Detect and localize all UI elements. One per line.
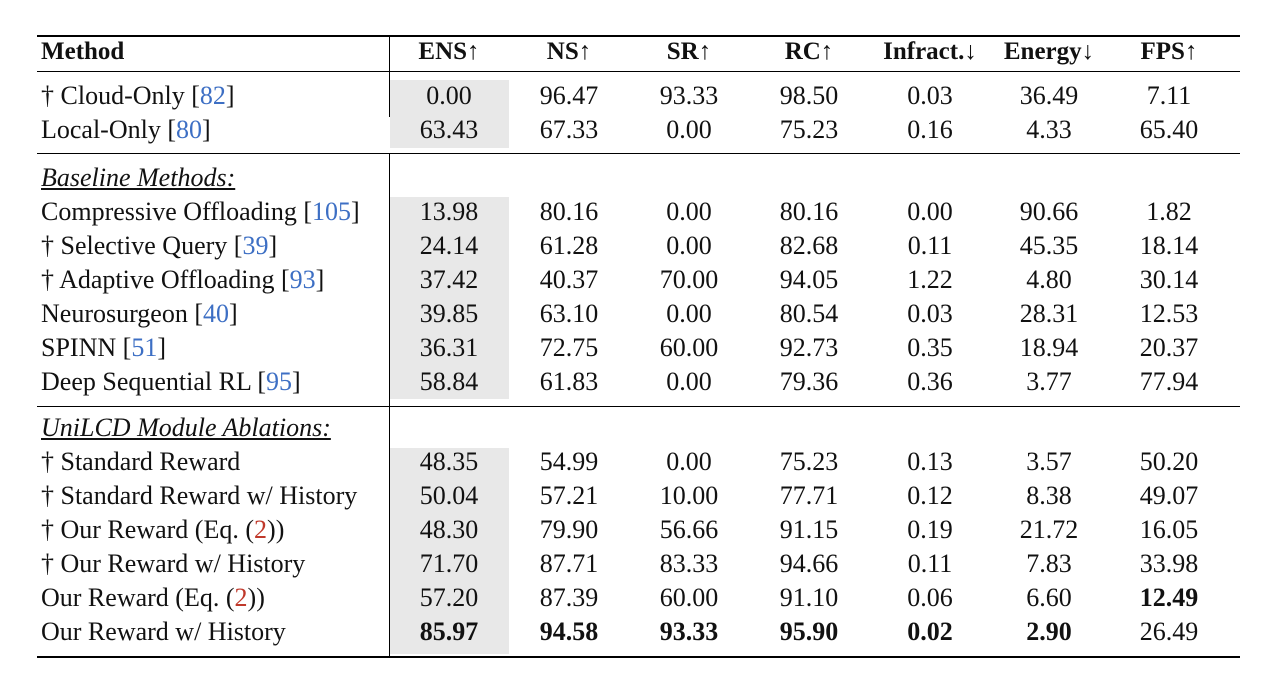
method-name: Our Reward (Eq. — [41, 583, 226, 612]
value-cell: 39.85 — [419, 299, 479, 328]
value-cell: 50.04 — [419, 481, 479, 510]
citation-link[interactable]: 82 — [199, 81, 226, 110]
header-rule — [37, 71, 1240, 72]
method-cell — [41, 480, 357, 512]
citation-link[interactable]: 51 — [131, 333, 158, 362]
value-cell: 0.06 — [907, 583, 953, 612]
value-cell: 60.00 — [659, 583, 719, 612]
value-cell: 0.00 — [666, 231, 712, 260]
method-name: Our Reward (Eq. — [60, 515, 246, 544]
value-cell: 20.37 — [1139, 333, 1199, 362]
method-separator-line — [389, 35, 390, 71]
value-cell: 82.68 — [779, 231, 839, 260]
dagger-marker: † — [41, 81, 61, 110]
value-cell: 63.10 — [539, 299, 599, 328]
value-cell: 87.71 — [539, 549, 599, 578]
value-cell: 75.23 — [779, 115, 839, 144]
value-cell: 4.33 — [1026, 115, 1072, 144]
value-cell: 8.38 — [1026, 481, 1072, 510]
value-cell: 79.90 — [539, 515, 599, 544]
value-cell: 90.66 — [1019, 197, 1079, 226]
method-name: Standard Reward — [60, 447, 241, 476]
value-cell: 0.19 — [907, 515, 953, 544]
value-cell: 85.97 — [419, 617, 479, 646]
value-cell: 77.71 — [779, 481, 839, 510]
value-cell: 79.36 — [779, 367, 839, 396]
value-cell: 0.00 — [666, 447, 712, 476]
bracket: ) — [267, 515, 276, 544]
value-cell: 94.58 — [539, 617, 599, 646]
value-cell: 0.00 — [907, 197, 953, 226]
citation-link[interactable]: 93 — [289, 265, 316, 294]
value-cell: 0.02 — [907, 617, 953, 646]
value-cell: 49.07 — [1139, 481, 1199, 510]
value-cell: 1.82 — [1146, 197, 1192, 226]
value-cell: 0.11 — [907, 549, 953, 578]
method-separator-line — [389, 72, 390, 117]
value-cell: 61.83 — [539, 367, 599, 396]
group1-rule — [37, 153, 1240, 154]
value-cell: 0.00 — [666, 115, 712, 144]
header-fps: FPS↑ — [1140, 38, 1198, 65]
value-cell: 6.60 — [1026, 583, 1072, 612]
value-cell: 54.99 — [539, 447, 599, 476]
value-cell: 94.66 — [779, 549, 839, 578]
dagger-marker: † — [41, 549, 61, 578]
bracket: ] — [225, 81, 235, 110]
bracket: ] — [351, 197, 360, 226]
value-cell: 60.00 — [659, 333, 719, 362]
value-cell: 0.35 — [907, 333, 953, 362]
bracket: ] — [268, 231, 278, 260]
method-name: Our Reward w/ History — [60, 549, 306, 578]
value-cell: 36.49 — [1019, 81, 1079, 110]
bracket: [ — [257, 367, 267, 396]
value-cell: 57.20 — [419, 583, 479, 612]
value-cell: 0.00 — [666, 367, 712, 396]
header-method: Method — [41, 38, 125, 65]
value-cell: 0.03 — [907, 81, 953, 110]
value-cell: 70.00 — [659, 265, 719, 294]
value-cell: 94.05 — [779, 265, 839, 294]
value-cell: 1.22 — [907, 265, 953, 294]
bracket: [ — [167, 115, 177, 144]
value-cell: 91.15 — [779, 515, 839, 544]
value-cell: 16.05 — [1139, 515, 1199, 544]
header-sr: SR↑ — [666, 38, 712, 65]
value-cell: 18.94 — [1019, 333, 1079, 362]
method-cell — [41, 446, 240, 478]
citation-link[interactable]: 2 — [254, 515, 268, 544]
citation-link[interactable]: 80 — [176, 115, 203, 144]
dagger-marker: † — [41, 481, 61, 510]
value-cell: 24.14 — [419, 231, 479, 260]
method-cell — [41, 114, 211, 146]
value-cell: 80.16 — [779, 197, 839, 226]
header-rc: RC↑ — [784, 38, 834, 65]
value-cell: 0.03 — [907, 299, 953, 328]
value-cell: 33.98 — [1139, 549, 1199, 578]
value-cell: 0.00 — [426, 81, 472, 110]
bracket: [ — [233, 231, 243, 260]
method-name: Compressive Offloading — [41, 197, 304, 226]
value-cell: 67.33 — [539, 115, 599, 144]
method-cell — [41, 230, 277, 262]
value-cell: 37.42 — [419, 265, 479, 294]
method-separator-line — [389, 453, 390, 656]
header-energy: Energy↓ — [1003, 38, 1095, 65]
citation-link[interactable]: 2 — [234, 583, 248, 612]
method-cell — [41, 548, 305, 580]
method-name: Neurosurgeon — [41, 299, 195, 328]
value-cell: 7.83 — [1026, 549, 1072, 578]
value-cell: 10.00 — [659, 481, 719, 510]
value-cell: 13.98 — [419, 197, 479, 226]
method-cell — [41, 264, 324, 296]
method-cell — [41, 514, 284, 546]
value-cell: 7.11 — [1146, 81, 1192, 110]
value-cell: 77.94 — [1139, 367, 1199, 396]
bracket: ) — [247, 583, 257, 612]
value-cell: 80.16 — [539, 197, 599, 226]
value-cell: 48.35 — [419, 447, 479, 476]
value-cell: 91.10 — [779, 583, 839, 612]
value-cell: 57.21 — [539, 481, 599, 510]
results-table — [37, 35, 1240, 658]
bracket: ( — [225, 583, 235, 612]
value-cell: 50.20 — [1139, 447, 1199, 476]
dagger-marker: † — [41, 231, 61, 260]
value-cell: 92.73 — [779, 333, 839, 362]
value-cell: 65.40 — [1139, 115, 1199, 144]
value-cell: 0.16 — [907, 115, 953, 144]
value-cell: 48.30 — [419, 515, 479, 544]
method-separator-line — [389, 205, 390, 406]
value-cell: 95.90 — [779, 617, 839, 646]
bracket: [ — [191, 81, 200, 110]
dagger-marker: † — [41, 265, 60, 294]
value-cell: 98.50 — [779, 81, 839, 110]
value-cell: 21.72 — [1019, 515, 1079, 544]
value-cell: 96.47 — [539, 81, 599, 110]
method-suffix: ) — [256, 583, 265, 612]
group2-rule — [37, 406, 1240, 407]
value-cell: 0.00 — [666, 197, 712, 226]
bracket: ] — [315, 265, 325, 294]
value-cell: 26.49 — [1139, 617, 1199, 646]
bracket: ] — [292, 367, 301, 396]
value-cell: 12.49 — [1139, 583, 1199, 612]
value-cell: 93.33 — [659, 617, 719, 646]
method-cell — [41, 80, 235, 112]
method-cell — [41, 196, 360, 228]
value-cell: 71.70 — [419, 549, 479, 578]
method-name: Our Reward w/ History — [41, 617, 286, 646]
method-name: Adaptive Offloading — [59, 265, 281, 294]
value-cell: 2.90 — [1026, 617, 1072, 646]
value-cell: 36.31 — [419, 333, 479, 362]
header-infract: Infract.↓ — [883, 38, 977, 65]
citation-link[interactable]: 40 — [203, 299, 229, 328]
citation-link[interactable]: 105 — [312, 197, 352, 226]
method-name: Deep Sequential RL — [41, 367, 258, 396]
value-cell: 0.36 — [907, 367, 953, 396]
dagger-marker: † — [41, 515, 61, 544]
bracket: [ — [281, 265, 290, 294]
value-cell: 56.66 — [659, 515, 719, 544]
value-cell: 28.31 — [1019, 299, 1079, 328]
value-cell: 0.13 — [907, 447, 953, 476]
value-cell: 12.53 — [1139, 299, 1199, 328]
bottom-rule — [37, 656, 1240, 658]
bracket: ( — [245, 515, 255, 544]
header-ns: NS↑ — [546, 38, 592, 65]
value-cell: 0.12 — [907, 481, 953, 510]
value-cell: 18.14 — [1139, 231, 1199, 260]
citation-link[interactable]: 95 — [266, 367, 293, 396]
bracket: ] — [157, 333, 166, 362]
value-cell: 30.14 — [1139, 265, 1199, 294]
bracket: [ — [194, 299, 203, 328]
method-suffix: ) — [275, 515, 285, 544]
method-separator-line — [389, 407, 390, 453]
method-name: Selective Query — [60, 231, 234, 260]
method-cell — [41, 582, 265, 614]
method-cell — [41, 366, 301, 398]
value-cell: 80.54 — [779, 299, 839, 328]
value-cell: 75.23 — [779, 447, 839, 476]
value-cell: 4.80 — [1026, 265, 1072, 294]
value-cell: 63.43 — [419, 115, 479, 144]
value-cell: 40.37 — [539, 265, 599, 294]
value-cell: 58.84 — [419, 367, 479, 396]
value-cell: 3.77 — [1026, 367, 1072, 396]
method-cell — [41, 298, 238, 330]
value-cell: 72.75 — [539, 333, 599, 362]
section-baseline-heading: Baseline Methods: — [41, 163, 236, 192]
value-cell: 83.33 — [659, 549, 719, 578]
bracket: [ — [122, 333, 132, 362]
header-ens: ENS↑ — [418, 38, 480, 65]
method-separator-line — [389, 154, 390, 205]
method-name: Cloud-Only — [60, 81, 192, 110]
method-name: SPINN — [41, 333, 123, 362]
value-cell: 45.35 — [1019, 231, 1079, 260]
method-name: Local-Only — [41, 115, 168, 144]
value-cell: 61.28 — [539, 231, 599, 260]
bracket: ] — [202, 115, 211, 144]
value-cell: 3.57 — [1026, 447, 1072, 476]
value-cell: 93.33 — [659, 81, 719, 110]
citation-link[interactable]: 39 — [242, 231, 269, 260]
section-ablation-heading: UniLCD Module Ablations: — [41, 413, 331, 442]
method-name: Standard Reward w/ History — [60, 481, 358, 510]
bracket: ] — [229, 299, 238, 328]
bracket: [ — [303, 197, 313, 226]
value-cell: 0.00 — [666, 299, 712, 328]
value-cell: 0.11 — [907, 231, 953, 260]
value-cell: 87.39 — [539, 583, 599, 612]
method-cell — [41, 332, 166, 364]
method-cell — [41, 616, 286, 648]
dagger-marker: † — [41, 447, 61, 476]
